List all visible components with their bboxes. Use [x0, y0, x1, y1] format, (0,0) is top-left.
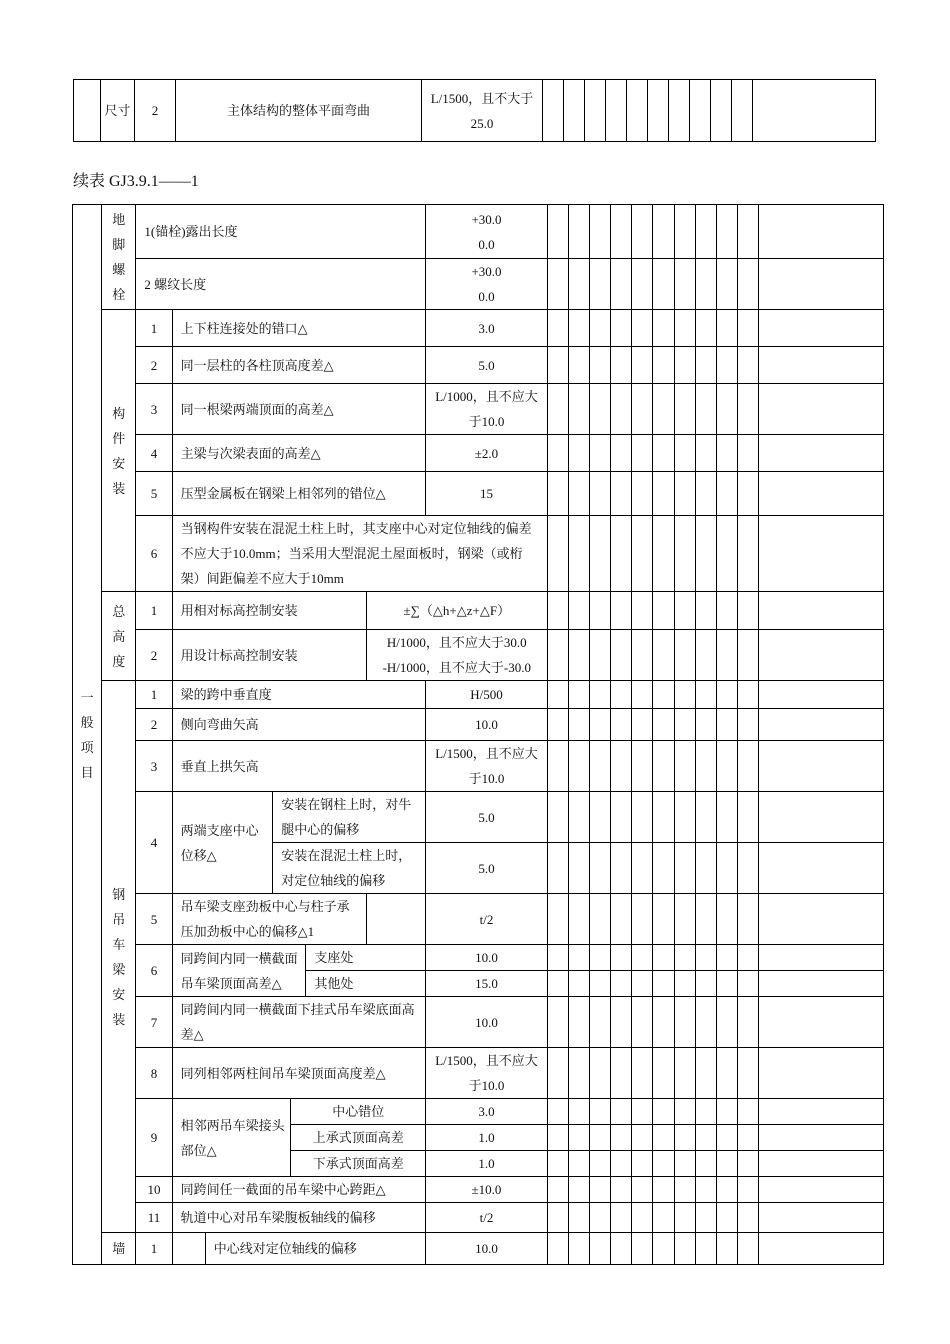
item-value: ±∑（△h+△z+△F）	[366, 592, 547, 630]
item-no: 2	[136, 347, 172, 384]
blank-cell	[172, 1233, 205, 1265]
item-no: 7	[136, 997, 172, 1048]
table-row	[74, 80, 876, 142]
item-name: 主体结构的整体平面弯曲	[176, 80, 422, 142]
item-no: 5	[136, 472, 172, 516]
table-row	[73, 516, 884, 592]
item-no: 1	[136, 592, 172, 630]
item-value: 5.0	[426, 843, 548, 894]
table-row	[73, 894, 884, 945]
item-name: 同跨间任一截面的吊车梁中心跨距△	[172, 1177, 426, 1203]
table-row	[73, 435, 884, 472]
table-row	[73, 792, 884, 843]
item-value: +30.0 0.0	[426, 259, 548, 310]
item-no: 3	[136, 741, 172, 792]
item-value: ±2.0	[426, 435, 548, 472]
item-no: 6	[136, 945, 172, 997]
table-row	[73, 709, 884, 741]
table-row	[73, 1177, 884, 1203]
table-row	[73, 630, 884, 681]
sub-item-name: 安装在钢柱上时，对牛腿中心的偏移	[273, 792, 426, 843]
item-value: 15.0	[426, 971, 548, 997]
table-row	[73, 347, 884, 384]
group-label: 地脚螺栓	[102, 205, 136, 310]
table-row	[73, 741, 884, 792]
item-value: H/500	[426, 681, 548, 709]
item-name: 同跨间内同一横截面下挂式吊车梁底面高差△	[172, 997, 426, 1048]
item-value: 10.0	[426, 1233, 548, 1265]
table-row	[73, 592, 884, 630]
item-value: L/1500，且不大于25.0	[422, 80, 543, 142]
item-value: 1.0	[426, 1151, 548, 1177]
table-row	[73, 310, 884, 347]
table-row	[73, 1099, 884, 1125]
item-name: 侧向弯曲矢高	[172, 709, 426, 741]
item-name: 主梁与次梁表面的高差△	[172, 435, 426, 472]
item-name: 中心线对定位轴线的偏移	[205, 1233, 425, 1265]
table-row	[73, 472, 884, 516]
table-row	[73, 1203, 884, 1233]
item-name: 1(锚栓)露出长度	[136, 205, 426, 259]
table-row	[73, 1048, 884, 1099]
item-value: 10.0	[426, 709, 548, 741]
item-name: 当钢构件安装在混泥土柱上时，其支座中心对定位轴线的偏差不应大于10.0mm；当采用大型混泥土屋面板时，钢梁（或桁架）间距偏差不应大于10mm	[172, 516, 547, 592]
item-no: 1	[136, 310, 172, 347]
blank-cell	[74, 80, 101, 142]
table-row	[73, 384, 884, 435]
item-no: 3	[136, 384, 172, 435]
item-no: 5	[136, 894, 172, 945]
item-name: 用设计标高控制安装	[172, 630, 366, 681]
group-label: 钢吊车梁安装	[102, 681, 136, 1233]
item-value: L/1500，且不应大于10.0	[426, 741, 548, 792]
category-cell: 尺寸	[101, 80, 135, 142]
item-name: 上下柱连接处的错口△	[172, 310, 426, 347]
item-no: 6	[136, 516, 172, 592]
table-row	[73, 205, 884, 259]
item-value: t/2	[426, 894, 548, 945]
table-row	[73, 945, 884, 971]
item-value: L/1500，且不应大于10.0	[426, 1048, 548, 1099]
item-name: 两端支座中心位移△	[172, 792, 273, 894]
item-value: 10.0	[426, 945, 548, 971]
item-value: +30.0 0.0	[426, 205, 548, 259]
item-value: 1.0	[426, 1125, 548, 1151]
sub-item-name: 安装在混泥土柱上时，对定位轴线的偏移	[273, 843, 426, 894]
main-table	[72, 204, 884, 1265]
group-label: 总高度	[102, 592, 136, 681]
main-group-label: 一般项目	[73, 205, 102, 1265]
item-name: 2 螺纹长度	[136, 259, 426, 310]
item-name: 用相对标高控制安装	[172, 592, 366, 630]
item-value: 3.0	[426, 1099, 548, 1125]
table-row	[73, 997, 884, 1048]
item-no: 2	[135, 80, 176, 142]
item-value: 10.0	[426, 997, 548, 1048]
table-caption: 续表 GJ3.9.1——1	[73, 173, 199, 190]
item-no: 2	[136, 630, 172, 681]
item-value: L/1000，且不应大于10.0	[426, 384, 548, 435]
item-name: 轨道中心对吊车梁腹板轴线的偏移	[172, 1203, 426, 1233]
item-no: 4	[136, 792, 172, 894]
item-no: 4	[136, 435, 172, 472]
item-name: 压型金属板在钢梁上相邻列的错位△	[172, 472, 426, 516]
item-name: 同列相邻两柱间吊车梁顶面高度差△	[172, 1048, 426, 1099]
item-name: 梁的跨中垂直度	[172, 681, 426, 709]
item-value: t/2	[426, 1203, 548, 1233]
item-no: 10	[136, 1177, 172, 1203]
sub-item-name: 其他处	[306, 971, 426, 997]
item-value: ±10.0	[426, 1177, 548, 1203]
item-no: 8	[136, 1048, 172, 1099]
item-no: 1	[136, 681, 172, 709]
item-value: 15	[426, 472, 548, 516]
table-row	[73, 681, 884, 709]
top-table	[73, 79, 876, 142]
sub-item-name: 中心错位	[291, 1099, 426, 1125]
table-row	[73, 1233, 884, 1265]
item-no: 9	[136, 1099, 172, 1177]
item-value: 5.0	[426, 792, 548, 843]
item-name: 同一根梁两端顶面的高差△	[172, 384, 426, 435]
sub-item-name: 下承式顶面高差	[291, 1151, 426, 1177]
item-name: 垂直上拱矢高	[172, 741, 426, 792]
item-value: H/1000，且不应大于30.0 -H/1000，且不应大于-30.0	[366, 630, 547, 681]
sub-item-name: 上承式顶面高差	[291, 1125, 426, 1151]
group-label: 构件安装	[102, 310, 136, 592]
item-name: 吊车梁支座劲板中心与柱子承压加劲板中心的偏移△1	[172, 894, 366, 945]
item-value: 5.0	[426, 347, 548, 384]
item-name: 同跨间内同一横截面吊车梁顶面高差△	[172, 945, 306, 997]
table-row	[73, 259, 884, 310]
item-no: 11	[136, 1203, 172, 1233]
item-no: 1	[136, 1233, 172, 1265]
group-label: 墙	[102, 1233, 136, 1265]
item-no: 2	[136, 709, 172, 741]
sub-item-name: 支座处	[306, 945, 426, 971]
item-name: 相邻两吊车梁接头部位△	[172, 1099, 291, 1177]
item-name: 同一层柱的各柱顶高度差△	[172, 347, 426, 384]
item-value: 3.0	[426, 310, 548, 347]
